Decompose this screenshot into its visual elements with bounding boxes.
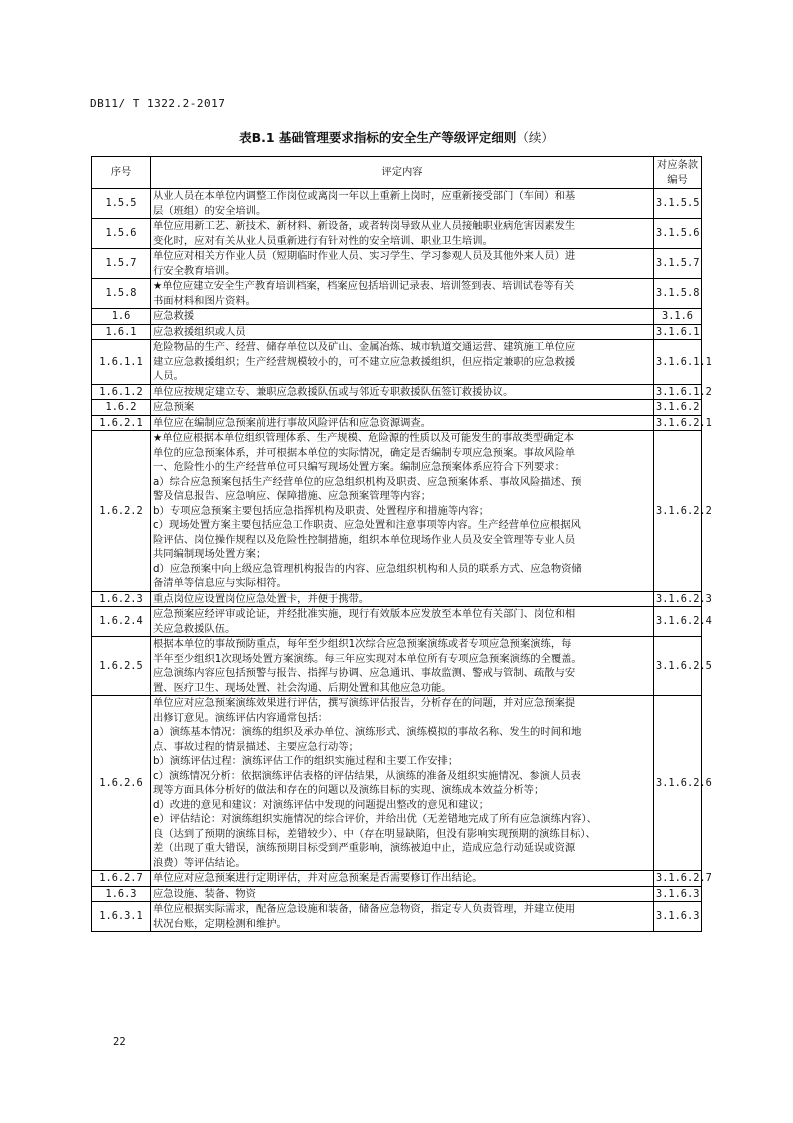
content-line: 警及信息报告、应急响应、保障措施、应急预案管理等内容； — [153, 490, 432, 502]
content-line: 建立应急救援组织；生产经营规模较小的，可不建立应急救援组织，但应指定兼职的应急救援 — [153, 355, 576, 368]
table-body — [92, 189, 712, 932]
row-number: 1.6.2.1 — [92, 415, 151, 431]
content-line: ★单位应根据本单位组织管理体系、生产规模、危险源的性质以及可能发生的事故类型确定本 — [153, 432, 575, 444]
row-clause-ref: 3.1.6.2.6 — [654, 696, 702, 871]
row-content — [151, 637, 654, 696]
row-clause-ref: 3.1.6.2.5 — [654, 637, 702, 696]
content-line: d）应急预案中向上级应急管理机构报告的内容、应急组织机构和人员的联系方式、应急物资储 — [153, 562, 582, 575]
page-number: 22 — [113, 1036, 126, 1048]
content-line: 层（班组）的安全培训。 — [153, 204, 267, 217]
table-title-suffix: （续） — [516, 130, 554, 145]
content-line: 差（出现了重大错误，演练预期目标受到严重影响，演练被迫中止，造成应急行动延误或资源 — [153, 842, 576, 854]
row-content — [151, 400, 654, 416]
content-line: b）演练评估过程：演练评估工作的组织实施过程和主要工作安排； — [153, 755, 459, 767]
content-line: c）现场处置方案主要包括应急工作职责、应急处置和注意事项等内容。生产经营单位应根据风 — [153, 519, 581, 531]
content-line: 关应急救援队伍。 — [153, 622, 236, 635]
content-line: 应急演练内容应包括预警与报告、指挥与协调、应急通讯、事故监测、警戒与管制、疏散与安 — [153, 667, 576, 679]
content-line: 行安全教育培训。 — [153, 264, 236, 277]
content-line: 单位应根据实际需求，配备应急设施和装备，储备应急物资，指定专人负责管理，并建立使用 — [153, 903, 576, 915]
table-title — [0, 128, 793, 146]
row-number: 1.6.2 — [92, 400, 151, 416]
row-number: 1.6.2.6 — [92, 696, 151, 871]
content-line: 单位应用新工艺、新技术、新材料、新设备，或者转岗导致从业人员接触职业病危害因素发生 — [153, 220, 576, 232]
row-number: 1.5.5 — [92, 189, 151, 219]
table-row — [92, 871, 702, 887]
row-clause-ref: 3.1.6.1 — [654, 324, 702, 340]
content-line: 置、医疗卫生、现场处置、社会沟通、后期处置和其他应急功能。 — [153, 681, 452, 694]
row-clause-ref: 3.1.6.3 — [654, 886, 702, 902]
row-number: 1.5.7 — [92, 249, 151, 279]
row-clause-ref: 3.1.5.8 — [654, 279, 702, 309]
row-content — [151, 309, 654, 325]
content-line: a）综合应急预案包括生产经营单位的应急组织机构及职责、应急预案体系、事故风险描述、预 — [153, 475, 582, 488]
content-line: ★单位应建立安全生产教育培训档案，档案应包括培训记录表、培训签到表、培训试卷等有关 — [153, 280, 575, 292]
assessment-table — [91, 156, 712, 932]
content-line: 现等方面具体分析好的做法和存在的问题以及演练目标的实现、演练成本效益分析等； — [153, 784, 545, 796]
content-line: 人员。 — [153, 370, 184, 382]
column-header-ref-line1: 对应条款 — [656, 159, 699, 171]
content-line: 单位的应急预案体系，并可根据本单位的实际情况，确定是否编制专项应急预案。事故风险单 — [153, 446, 576, 459]
content-line: 状况台账，定期检测和维护。 — [153, 917, 287, 930]
table-row — [92, 637, 702, 696]
content-line: 良（达到了预期的演练目标，差错较少）、中（存在明显缺陷，但没有影响实现预期的演练目标）、 — [153, 827, 596, 840]
content-line: 共同编制现场处置方案； — [153, 548, 267, 560]
row-clause-ref: 3.1.6.3 — [654, 902, 702, 932]
row-clause-ref: 3.1.6.1.1 — [654, 340, 702, 385]
content-line: 应急救援 — [153, 310, 195, 322]
table-title-text: 表B.1 基础管理要求指标的安全生产等级评定细则 — [239, 130, 517, 145]
row-clause-ref: 3.1.5.7 — [654, 249, 702, 279]
content-line: 险评估、岗位操作规程以及危险性控制措施，组织本单位现场作业人员及安全管理等专业人员 — [153, 533, 576, 546]
table-row — [92, 279, 702, 309]
table-row — [92, 886, 702, 902]
table-row — [92, 696, 702, 871]
row-content — [151, 415, 654, 431]
table-row — [92, 384, 702, 400]
row-number: 1.6.3.1 — [92, 902, 151, 932]
row-number: 1.6 — [92, 309, 151, 325]
table-row — [92, 607, 702, 637]
content-line: c）演练情况分析：依据演练评估表格的评估结果，从演练的准备及组织实施情况、参演人员表 — [153, 769, 581, 782]
row-clause-ref: 3.1.5.6 — [654, 219, 702, 249]
content-line: 从业人员在本单位内调整工作岗位或离岗一年以上重新上岗时，应重新接受部门（车间）和基 — [153, 190, 576, 202]
content-line: b）专项应急预案主要包括应急指挥机构及职责、处置程序和措施等内容； — [153, 504, 490, 517]
row-content — [151, 871, 654, 887]
content-line: 单位应对应急预案进行定期评估，并对应急预案是否需要修订作出结论。 — [153, 872, 483, 884]
table-row — [92, 340, 702, 385]
row-content — [151, 324, 654, 340]
column-header-content: 评定内容 — [151, 157, 654, 189]
table-row — [92, 189, 702, 219]
row-number: 1.6.2.3 — [92, 591, 151, 607]
row-content — [151, 189, 654, 219]
table-row — [92, 309, 702, 325]
column-header-no: 序号 — [92, 157, 151, 189]
content-line: e）评估结论：对演练组织实施情况的综合评价，并给出优（无差错地完成了所有应急演练内容）、 — [153, 813, 597, 825]
content-line: d）改进的意见和建议：对演练评估中发现的问题提出整改的意见和建议； — [153, 798, 490, 811]
row-content — [151, 591, 654, 607]
table-row — [92, 400, 702, 416]
table-row — [92, 415, 702, 431]
content-line: 变化时，应对有关从业人员重新进行有针对性的安全培训、职业卫生培训。 — [153, 234, 493, 247]
row-clause-ref: 3.1.6.2.2 — [654, 431, 702, 592]
content-line: 单位应对相关方作业人员（短期临时作业人员、实习学生、学习参观人员及其他外来人员）进 — [153, 250, 576, 262]
row-number: 1.6.3 — [92, 886, 151, 902]
table-row — [92, 902, 702, 932]
content-line: 应急设施、装备、物资 — [153, 887, 256, 900]
table-header-row — [92, 157, 702, 189]
content-line: 备清单等信息应与实际相符。 — [153, 577, 287, 589]
content-line: 单位应在编制应急预案前进行事故风险评估和应急资源调查。 — [153, 416, 432, 429]
table-row — [92, 591, 702, 607]
table-row — [92, 431, 702, 592]
row-content — [151, 902, 654, 932]
table-row — [92, 324, 702, 340]
row-content — [151, 219, 654, 249]
row-number: 1.5.6 — [92, 219, 151, 249]
content-line: 书面材料和图片资料。 — [153, 294, 256, 307]
row-number: 1.6.1 — [92, 324, 151, 340]
row-content — [151, 696, 654, 871]
column-header-ref — [654, 157, 702, 189]
row-content — [151, 607, 654, 637]
row-clause-ref: 3.1.6.2.7 — [654, 871, 702, 887]
column-header-ref-line2: 编号 — [667, 173, 688, 186]
content-line: a）演练基本情况：演练的组织及承办单位、演练形式、演练模拟的事故名称、发生的时间和地 — [153, 726, 582, 738]
row-clause-ref: 3.1.6 — [654, 309, 702, 325]
content-line: 点、事故过程的情景描述、主要应急行动等； — [153, 740, 359, 753]
content-line: 危险物品的生产、经营、储存单位以及矿山、金属冶炼、城市轨道交通运营、建筑施工单位应 — [153, 341, 576, 353]
content-line: 单位应对应急预案演练效果进行评估，撰写演练评估报告，分析存在的问题，并对应急预案提 — [153, 697, 576, 709]
content-line: 出修订意见。演练评估内容通常包括： — [153, 711, 329, 724]
content-line: 根据本单位的事故预防重点，每年至少组织1次综合应急预案演练或者专项应急预案演练，每 — [153, 638, 572, 650]
row-clause-ref: 3.1.6.2.1 — [654, 415, 702, 431]
row-number: 1.6.2.7 — [92, 871, 151, 887]
row-content — [151, 340, 654, 385]
row-content — [151, 886, 654, 902]
row-number: 1.6.2.2 — [92, 431, 151, 592]
content-line: 单位应按规定建立专、兼职应急救援队伍或与邻近专职救援队伍签订救援协议。 — [153, 385, 514, 398]
content-line: 应急预案应经评审或论证，并经批准实施，现行有效版本应发放至本单位有关部门、岗位和相 — [153, 608, 576, 620]
table-row — [92, 219, 702, 249]
content-line: 浪费）等评估结论。 — [153, 856, 246, 869]
row-number: 1.6.1.2 — [92, 384, 151, 400]
row-content — [151, 249, 654, 279]
row-content — [151, 384, 654, 400]
row-clause-ref: 3.1.6.2 — [654, 400, 702, 416]
content-line: 重点岗位应设置岗位应急处置卡，并便于携带。 — [153, 592, 370, 605]
content-line: 应急预案 — [153, 401, 195, 413]
table-row — [92, 249, 702, 279]
row-clause-ref: 3.1.5.5 — [654, 189, 702, 219]
row-number: 1.6.2.5 — [92, 637, 151, 696]
row-clause-ref: 3.1.6.2.4 — [654, 607, 702, 637]
row-number: 1.6.2.4 — [92, 607, 151, 637]
row-content — [151, 279, 654, 309]
row-clause-ref: 3.1.6.2.3 — [654, 591, 702, 607]
content-line: 一、危险性小的生产经营单位可只编写现场处置方案。编制应急预案体系应符合下列要求： — [153, 461, 565, 473]
content-line: 应急救援组织或人员 — [153, 325, 246, 338]
content-line: 半年至少组织1次现场处置方案演练。每三年应实现对本单位所有专项应急预案演练的全覆盖。 — [153, 652, 582, 665]
document-id: DB11/ T 1322.2-2017 — [90, 97, 226, 110]
row-content — [151, 431, 654, 592]
row-clause-ref: 3.1.6.1.2 — [654, 384, 702, 400]
row-number: 1.6.1.1 — [92, 340, 151, 385]
row-number: 1.5.8 — [92, 279, 151, 309]
